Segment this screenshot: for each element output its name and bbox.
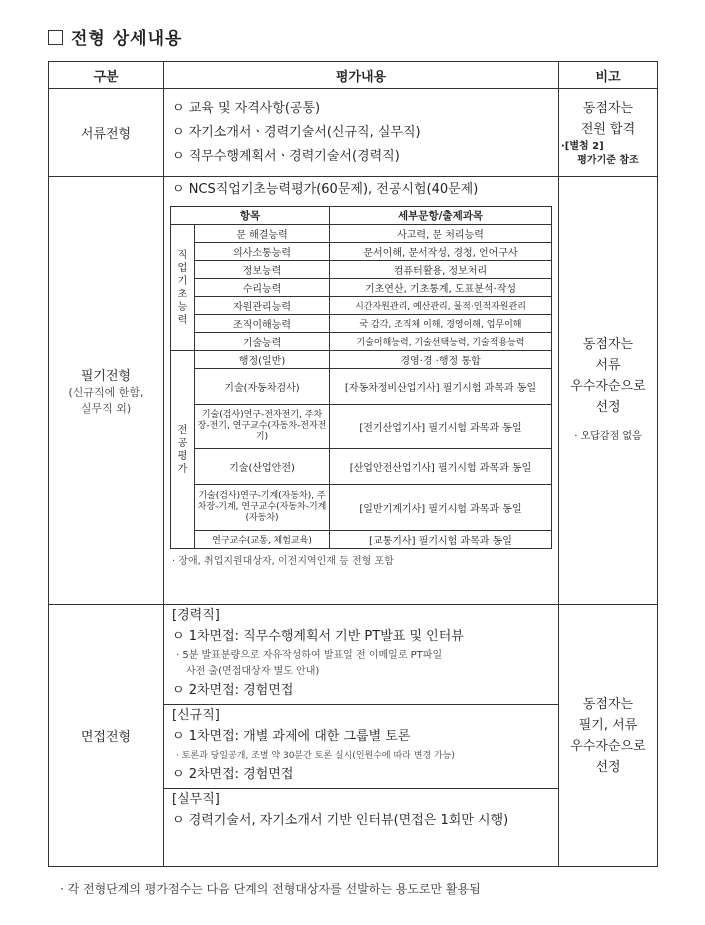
page-title [48,24,182,49]
subject-header-item: 항목 [171,207,330,225]
subject-detail: [자동차정비산업기사] 필기시험 과목과 동일 [330,369,552,405]
row-written [49,177,658,605]
subject-detail: [일반기계기사] 필기시험 과목과 동일 [330,485,552,531]
document-item: ㅇ 자기소개서ㆍ경력기술서(신규직, 실무직) [172,124,421,140]
subject-detail: [교통기사] 필기시험 과목과 동일 [330,531,552,549]
subject-detail: 국 감각, 조직체 이해, 경영이해, 업무이해 [330,315,552,333]
written-note: · 장애, 취업지원대상자, 이전지역인재 등 전형 포함 [172,556,394,567]
subject-item: 기술능력 [195,333,330,351]
subject-item: 기술(검사)연구-기계(자동차), 주차장-기계, 연구교수(자동차-기계(자동차) [195,485,330,531]
selection-table [48,61,658,867]
subject-item: 연구교수(교통, 체험교육) [195,531,330,549]
section-head: [경력직] [172,608,220,623]
subject-item: 의사소통능력 [195,243,330,261]
subject-detail: [전기산업기사] 필기시험 과목과 동일 [330,405,552,449]
subject-item: 기술(자동차검사) [195,369,330,405]
remark-text: 필기, 서류 [578,717,638,733]
written-sub: (신규직에 한함, [68,386,144,399]
subject-item: 기술(산업안전) [195,449,330,485]
practical-section [164,788,558,834]
subject-item: 수리능력 [195,279,330,297]
subject-detail: 시간자원관리, 예산관리, 물적·인적자원관리 [330,297,552,315]
interview-label: 면접전형 [49,605,164,867]
interview-content [164,605,559,867]
remark-criteria: 평가기준 참조 [577,154,639,166]
remark-note: · 오답감점 없음 [574,431,642,442]
header-remarks: 비고 [559,62,658,89]
remark-text: 전원 합격 [580,121,636,137]
subject-item: 조직이해능력 [195,315,330,333]
subject-detail: [산업안전산업기사] 필기시험 과목과 동일 [330,449,552,485]
document-item: ㅇ 직무수행계획서ㆍ경력기술서(경력직) [172,148,400,164]
written-name: 필기전형 [80,369,132,384]
written-remarks [559,177,658,605]
subject-item: 정보능력 [195,261,330,279]
subject-item: 문 해결능력 [195,225,330,243]
subject-header-detail: 세부문항/출제과목 [330,207,552,225]
document-item: ㅇ 교육 및 자격사항(공통) [172,100,321,116]
header-row [49,62,658,89]
interview-item: ㅇ 1차면접: 직무수행계획서 기반 PT발표 및 인터뷰 [172,629,464,644]
interview-note: · 토론과 당일공개, 조별 약 30분간 토론 실시(인원수에 따라 변경 가능) [176,751,455,761]
subject-item: 자원관리능력 [195,297,330,315]
subject-table [170,206,552,549]
remark-text: 우수자순으로 [570,379,646,394]
interview-note: · 5분 발표분량으로 자유작성하여 발표일 전 이메일로 PT파일 [176,650,443,661]
remark-text: 동점자는 [582,100,634,116]
written-sub: 실무직 외) [80,402,132,415]
group-basic-label: 직 업 기 초 능 력 [171,225,195,351]
remark-text: 서류 [595,358,621,373]
career-section [164,605,558,704]
title-text: 전형 상세내용 [71,29,183,49]
subject-detail: 경영·경 ·행정 통합 [330,351,552,369]
remark-text: 선정 [595,759,621,775]
footer-note: · 각 전형단계의 평가점수는 다음 단계의 전형대상자를 선발하는 용도로만 활용됨 [60,882,481,896]
remark-text: 우수자순으로 [570,738,646,754]
group-major-label: 전 공 평 가 [171,351,195,549]
remark-text: 동점자는 [582,337,634,352]
written-summary: ㅇ NCS직업기초능력평가(60문제), 전공시험(40문제) [172,182,479,197]
document-content [164,89,559,177]
interview-item: ㅇ 경력기술서, 자기소개서 기반 인터뷰(면접은 1회만 시행) [172,813,509,828]
header-content: 평가내용 [164,62,559,89]
remark-text: 동점자는 [582,696,634,712]
subject-item: 기술(검사)연구-전자전기, 주차장-전기, 연구교수(자동차-전자전기) [195,405,330,449]
header-category: 구분 [49,62,164,89]
subject-detail: 사고력, 문 처리능력 [330,225,552,243]
interview-item: ㅇ 2차면접: 경험면접 [172,683,294,698]
document-remarks [559,89,658,177]
remark-attachment: ·[별첨 2] [561,140,604,152]
subject-detail: 기술이해능력, 기술선택능력, 기술적용능력 [330,333,552,351]
written-content [164,177,559,605]
section-head: [실무직] [172,792,220,807]
row-document [49,89,658,177]
interview-item: ㅇ 2차면접: 경험면접 [172,767,294,782]
remark-text: 선정 [595,400,621,415]
interview-item: ㅇ 1차면접: 개별 과제에 대한 그룹별 토론 [172,729,411,744]
document-label: 서류전형 [49,89,164,177]
subject-detail: 문서이해, 문서작성, 경청, 언어구사 [330,243,552,261]
interview-remarks [559,605,658,867]
row-interview [49,605,658,867]
subject-item: 행정(일반) [195,351,330,369]
subject-detail: 컴퓨터활용, 정보처리 [330,261,552,279]
checkbox-square-icon [48,30,63,45]
section-head: [신규직] [172,708,220,723]
new-section [164,704,558,788]
interview-note: 사전 출(면접대상자 별도 안내) [186,666,320,677]
written-label [49,177,164,605]
subject-detail: 기초연산, 기초통계, 도표분석·작성 [330,279,552,297]
